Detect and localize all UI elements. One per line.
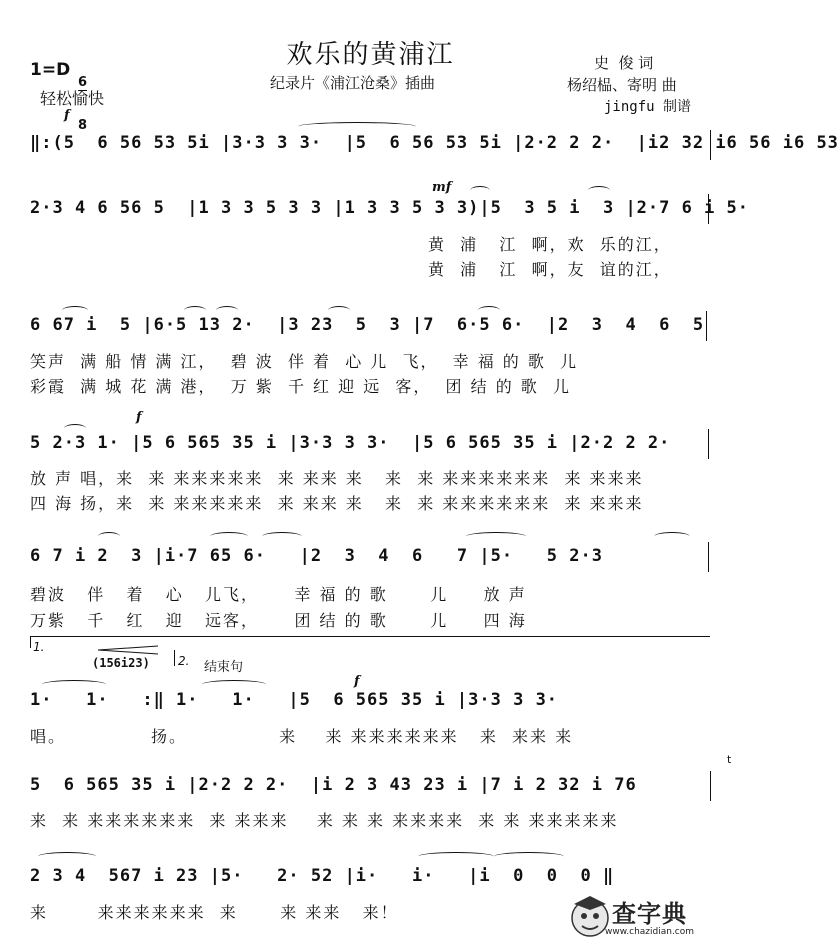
meter-top: 6 [78, 75, 88, 90]
staff-row-2 [30, 198, 783, 232]
slur [42, 680, 106, 689]
notation-line: 1· 1· :‖ 1· 1· |5 6 565 35 i |3·3 3 3· [30, 690, 559, 710]
slur [328, 306, 350, 315]
volta-second-tick [174, 650, 175, 666]
notation-line: 2·3 4 6 56 5 |1 3 3 5 3 3 |1 3 3 5 3 3)|5 3 5 i 3 |2·7 6 i 5· [30, 198, 783, 218]
staff-row-7 [30, 775, 710, 809]
key-signature: 1=D [30, 60, 71, 80]
meter-bottom: 8 [78, 118, 88, 133]
lyric-line: 来 来来来来来来 来 来 来来 来！ [30, 903, 399, 922]
slur [298, 122, 416, 131]
dynamic-mezzo-forte: mf [432, 180, 452, 195]
lyric-verse-1: 黄 浦 江 啊，欢 乐的江， [428, 235, 672, 254]
score-title: 欢乐的黄浦江 [286, 40, 455, 70]
barline [708, 194, 709, 224]
score-subtitle: 纪录片《浦江沧桑》插曲 [270, 74, 436, 92]
lyricist-credit: 史 俊 词 [594, 54, 654, 72]
engraver-credit: jingfu 制谱 [604, 99, 692, 115]
barline [708, 429, 709, 459]
slur [588, 186, 610, 195]
composer-credit: 杨绍榀、寄明 曲 [567, 76, 677, 94]
notation-line: 6 7 i 2 3 |i·7 65 6· |2 3 4 6 7 |5· 5 2·3 [30, 546, 603, 566]
slur [210, 532, 248, 541]
lyric-verse-2: 万紫 千 红 迎 远客， 团 结 的 歌 儿 四 海 [30, 611, 527, 630]
lyric-line: 唱。 扬。 来 来 来来来来来来 来 来来 来 [30, 727, 574, 746]
slur [494, 852, 564, 861]
barline [706, 311, 707, 341]
lyric-verse-1: 碧波 伴 着 心 儿飞， 幸 福 的 歌 儿 放 声 [30, 585, 527, 604]
dynamic-forte: f [354, 674, 360, 689]
slur [202, 680, 266, 689]
slur [418, 852, 494, 861]
barline [710, 130, 711, 160]
slur [466, 532, 526, 541]
volta-first-tick [30, 636, 31, 648]
watermark-name: 查字典 [612, 900, 687, 928]
slur [98, 532, 120, 541]
notation-line: 5 6 565 35 i |2·2 2 2· |i 2 3 43 23 i |7 i 2 32 i 76 [30, 775, 637, 795]
slur [38, 852, 96, 861]
dynamic-forte: f [64, 108, 70, 123]
notation-line: ‖:(5 6 56 53 5i |3·3 3 3· |5 6 56 53 5i |2·2 2 2· |i2 32 i6 56 i6 53 [30, 133, 839, 153]
volta-first-label: 1. [33, 640, 45, 654]
barline [710, 771, 711, 801]
slur [62, 306, 88, 315]
notation-line: 6 67 i 5 |6·5 13 2· |3 23 5 3 |7 6·5 6· |2 3 4 6 5 [30, 315, 705, 335]
ending-label: 结束句 [204, 660, 244, 675]
staff-row-3 [30, 315, 710, 349]
volta-second-label: 2. [178, 654, 190, 668]
ending-parenthetical: (156i23) [92, 656, 150, 670]
diminuendo-hairpin [98, 646, 158, 654]
slur [654, 532, 690, 541]
slur [262, 532, 302, 541]
slur [64, 424, 86, 433]
staff-row-1 [30, 133, 839, 167]
staff-row-6 [30, 690, 710, 724]
lyric-verse-2: 黄 浦 江 啊，友 谊的江， [428, 260, 672, 279]
slur [216, 306, 238, 315]
notation-line: 5 2·3 1· |5 6 565 35 i |3·3 3 3· |5 6 565 35 i |2·2 2 2· [30, 433, 671, 453]
watermark-url: www.chazidian.com [605, 927, 695, 937]
lyric-verse-2: 彩霞 满 城 花 满 港， 万 紫 千 红 迎 远 客， 团 结 的 歌 儿 [30, 377, 571, 396]
staff-row-5 [30, 546, 710, 580]
margin-letter: t [727, 753, 732, 766]
tempo-marking: 轻松愉快 [40, 89, 105, 108]
lyric-line: 来 来 来来来来来来 来 来来来 来 来 来 来来来来 来 来 来来来来来 [30, 811, 619, 830]
slur [184, 306, 206, 315]
lyric-verse-1: 放 声 唱，来 来 来来来来来 来 来来 来 来 来 来来来来来来 来 来来来 [30, 469, 644, 488]
barline [708, 542, 709, 572]
notation-line: 2 3 4 567 i 23 |5· 2· 52 |i· i· |i 0 0 0 ‖ [30, 866, 615, 886]
slur [478, 306, 500, 315]
lyric-verse-2: 四 海 扬，来 来 来来来来来 来 来来 来 来 来 来来来来来来 来 来来来 [30, 494, 644, 513]
slur [470, 186, 490, 195]
dynamic-forte: f [136, 410, 142, 425]
staff-row-4 [30, 433, 710, 467]
lyric-verse-1: 笑声 满 船 情 满 江， 碧 波 伴 着 心 儿 飞， 幸 福 的 歌 儿 [30, 352, 579, 371]
